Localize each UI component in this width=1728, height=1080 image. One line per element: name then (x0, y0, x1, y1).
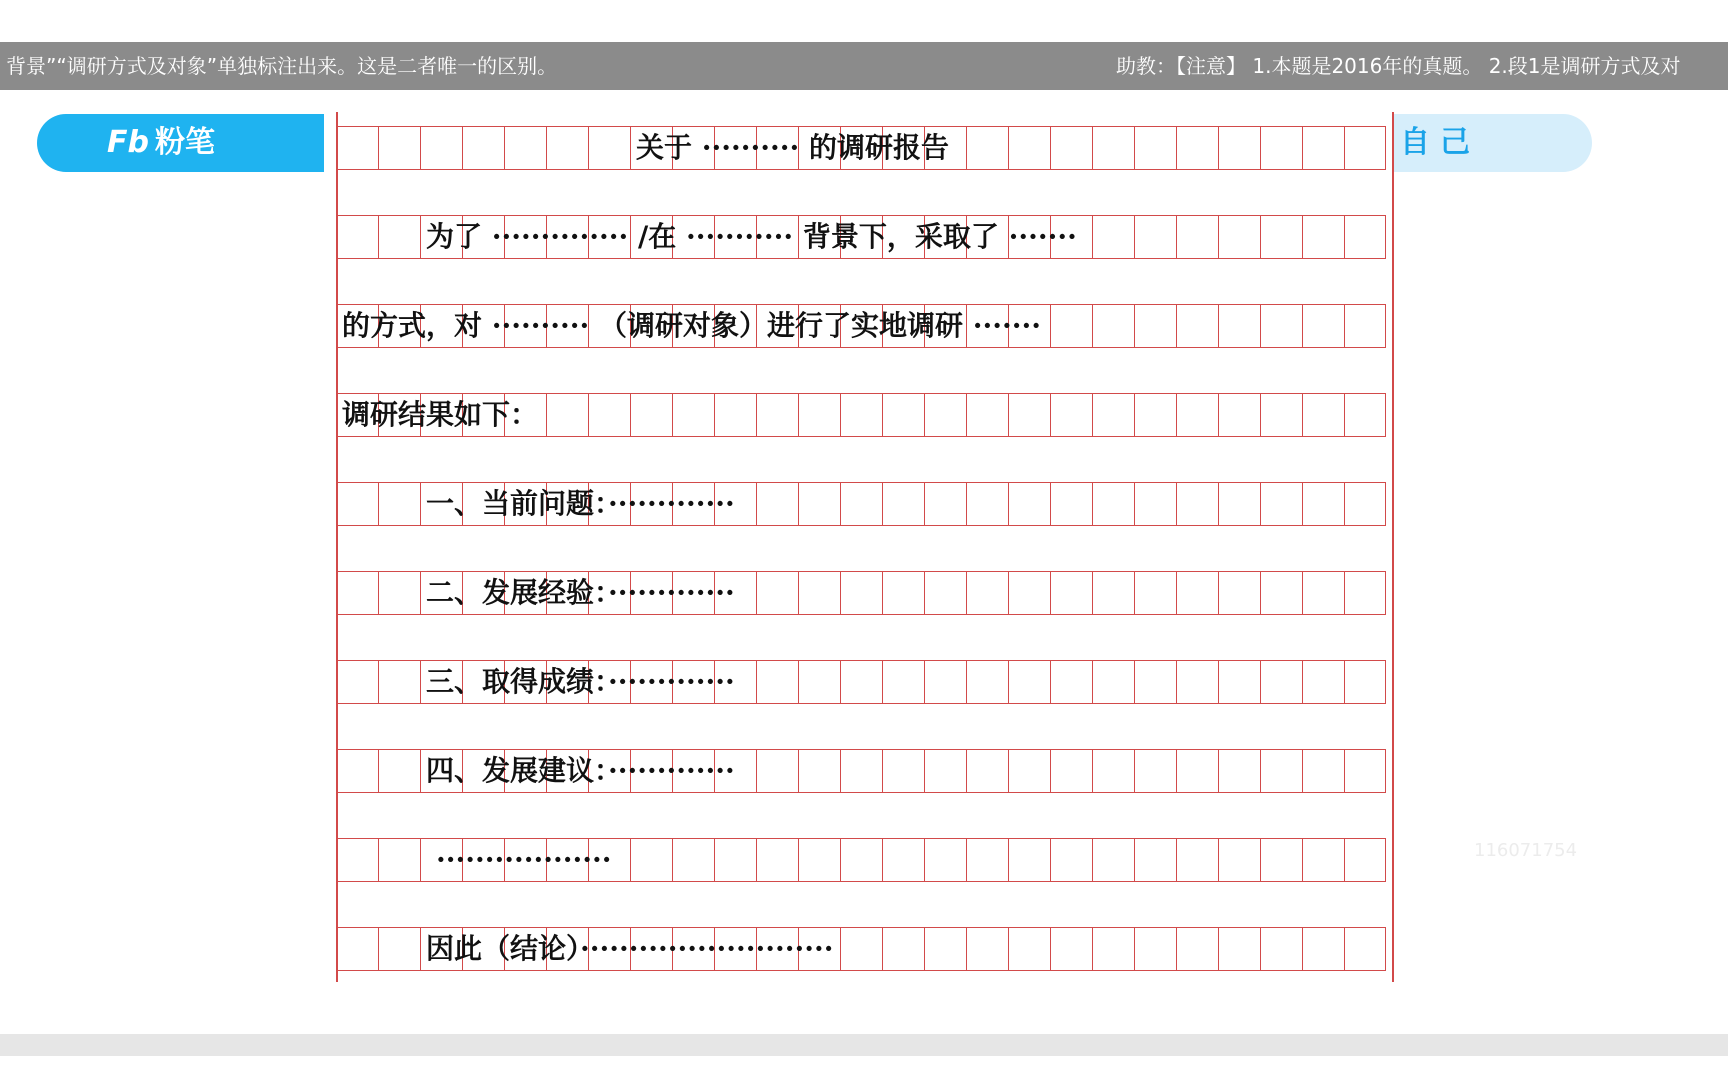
grid-cell (1050, 660, 1092, 704)
paper-row (336, 393, 1394, 437)
grid-cell (1134, 571, 1176, 615)
paper-text-line: 调研结果如下： (342, 398, 539, 431)
paper-row (336, 838, 1394, 882)
grid-cell (1344, 660, 1386, 704)
grid-cell (1050, 749, 1092, 793)
grid-cell (1176, 838, 1218, 882)
grid-cell (882, 749, 924, 793)
grid-cell (1050, 571, 1092, 615)
logo-mark: Fb (107, 125, 149, 160)
grid-cell (1344, 215, 1386, 259)
grid-cell (882, 571, 924, 615)
grid-cell (966, 126, 1008, 170)
grid-cell (1344, 126, 1386, 170)
banner-right-text: 助教：【注意】 1.本题是2016年的真题。 2.段1是调研方式及对 (1116, 54, 1681, 78)
grid-cell (1218, 571, 1260, 615)
grid-cell (1134, 749, 1176, 793)
grid-cell (378, 660, 420, 704)
grid-cell (1302, 749, 1344, 793)
paper-text-line: ·················· (436, 843, 612, 876)
section-title: 自己 (1400, 125, 1480, 160)
grid-cell (840, 571, 882, 615)
grid-cell (1260, 927, 1302, 971)
grid-cell (336, 927, 378, 971)
grid-cell (1134, 838, 1176, 882)
grid-cell (336, 660, 378, 704)
grid-cell (1134, 660, 1176, 704)
grid-cell (1302, 215, 1344, 259)
grid-cell (1092, 482, 1134, 526)
bottom-bar (0, 1034, 1728, 1056)
grid-cell (1176, 927, 1218, 971)
grid-cell (1302, 927, 1344, 971)
grid-cell (798, 660, 840, 704)
grid-cell (1344, 304, 1386, 348)
grid-cell (1134, 393, 1176, 437)
grid-cell (1218, 660, 1260, 704)
grid-cell (1050, 482, 1092, 526)
grid-cell (966, 571, 1008, 615)
grid-cell (1176, 304, 1218, 348)
paper-text-line: 四、发展建议：············· (426, 754, 735, 787)
paper-text-line: 一、当前问题：············· (426, 487, 735, 520)
grid-cell (966, 927, 1008, 971)
grid-cell (756, 482, 798, 526)
section-title-pill (1388, 114, 1592, 172)
grid-cell (1260, 393, 1302, 437)
grid-cell (1344, 749, 1386, 793)
grid-cell (1050, 304, 1092, 348)
grid-cell (924, 571, 966, 615)
grid-cell (966, 749, 1008, 793)
grid-cell (546, 126, 588, 170)
grid-cell (1344, 482, 1386, 526)
grid-cell (672, 838, 714, 882)
grid-cell (798, 571, 840, 615)
grid-cell (882, 482, 924, 526)
grid-cell (336, 571, 378, 615)
grid-cell (1302, 126, 1344, 170)
grid-cell (966, 482, 1008, 526)
grid-cell (462, 126, 504, 170)
grid-cell (1302, 660, 1344, 704)
grid-cell (966, 838, 1008, 882)
grid-cell (378, 126, 420, 170)
grid-cell (1218, 482, 1260, 526)
paper-text-line: 的方式，对 ·········· （调研对象）进行了实地调研 ······· (342, 309, 1041, 342)
paper-text-line: 因此（结论）·························· (426, 932, 834, 965)
grid-cell (798, 838, 840, 882)
grid-cell (1302, 571, 1344, 615)
grid-cell (1092, 215, 1134, 259)
grid-cell (798, 482, 840, 526)
grid-cell (672, 393, 714, 437)
grid-cell (1176, 393, 1218, 437)
grid-cell (1344, 927, 1386, 971)
grid-cell (882, 393, 924, 437)
brand-logo (37, 114, 324, 172)
grid-cell (756, 660, 798, 704)
grid-cell (1008, 482, 1050, 526)
grid-cell (1176, 749, 1218, 793)
grid-cell (1050, 927, 1092, 971)
grid-cell (1260, 482, 1302, 526)
grid-cell (1008, 749, 1050, 793)
paper-row (336, 749, 1394, 793)
grid-cell (924, 393, 966, 437)
grid-cell (1302, 393, 1344, 437)
grid-cell (1260, 215, 1302, 259)
grid-cell (1050, 126, 1092, 170)
grid-cell (1218, 838, 1260, 882)
grid-cell (378, 215, 420, 259)
grid-cell (1134, 126, 1176, 170)
grid-cell (1050, 393, 1092, 437)
paper-row (336, 126, 1394, 170)
grid-cell (1344, 838, 1386, 882)
banner-left-text: 背景”“调研方式及对象”单独标注出来。这是二者唯一的区别。 (6, 54, 558, 78)
watermark: 116071754 (1474, 840, 1578, 861)
grid-cell (1134, 927, 1176, 971)
grid-cell (756, 838, 798, 882)
grid-cell (504, 126, 546, 170)
grid-cell (588, 126, 630, 170)
grid-cell (1302, 838, 1344, 882)
grid-cell (882, 927, 924, 971)
grid-cell (714, 838, 756, 882)
grid-cell (966, 660, 1008, 704)
grid-cell (336, 126, 378, 170)
grid-cell (1092, 571, 1134, 615)
grid-cell (714, 393, 756, 437)
grid-cell (1092, 927, 1134, 971)
comment-banner (0, 42, 1728, 90)
grid-cell (840, 660, 882, 704)
grid-cell (1008, 571, 1050, 615)
grid-cell (798, 393, 840, 437)
grid-cell (882, 838, 924, 882)
grid-cell (1176, 215, 1218, 259)
grid-cell (924, 927, 966, 971)
paper-row (336, 482, 1394, 526)
grid-cell (630, 393, 672, 437)
grid-paper (336, 112, 1394, 982)
grid-cell (1260, 126, 1302, 170)
grid-cell (1260, 304, 1302, 348)
grid-cell (1092, 393, 1134, 437)
grid-cell (1050, 838, 1092, 882)
grid-cell (882, 660, 924, 704)
grid-cell (546, 393, 588, 437)
grid-cell (630, 838, 672, 882)
grid-cell (378, 749, 420, 793)
grid-cell (1260, 749, 1302, 793)
grid-cell (798, 749, 840, 793)
grid-cell (1134, 482, 1176, 526)
paper-row (336, 571, 1394, 615)
grid-cell (840, 393, 882, 437)
paper-text-line: 为了 ·············· /在 ··········· 背景下，采取了 ······· (426, 220, 1077, 253)
grid-cell (588, 393, 630, 437)
grid-cell (840, 749, 882, 793)
grid-cell (1008, 660, 1050, 704)
grid-cell (336, 215, 378, 259)
grid-cell (1218, 126, 1260, 170)
grid-cell (1092, 304, 1134, 348)
grid-cell (966, 393, 1008, 437)
grid-cell (1008, 393, 1050, 437)
grid-cell (756, 749, 798, 793)
grid-cell (924, 660, 966, 704)
grid-cell (1218, 304, 1260, 348)
report-title-line: 关于 ·········· 的调研报告 (636, 131, 949, 164)
grid-cell (1218, 393, 1260, 437)
paper-text-line: 二、发展经验：············· (426, 576, 735, 609)
grid-cell (924, 838, 966, 882)
grid-cell (1260, 571, 1302, 615)
grid-cell (378, 482, 420, 526)
grid-cell (1092, 838, 1134, 882)
paper-row (336, 304, 1394, 348)
grid-cell (1218, 927, 1260, 971)
grid-cell (756, 393, 798, 437)
grid-cell (1008, 126, 1050, 170)
grid-cell (336, 482, 378, 526)
grid-cell (1092, 126, 1134, 170)
paper-row (336, 215, 1394, 259)
grid-cell (1302, 304, 1344, 348)
grid-cell (1176, 126, 1218, 170)
grid-cell (1260, 660, 1302, 704)
grid-cell (1008, 927, 1050, 971)
grid-cell (378, 927, 420, 971)
paper-row (336, 927, 1394, 971)
grid-cell (840, 838, 882, 882)
grid-cell (1134, 215, 1176, 259)
grid-cell (420, 126, 462, 170)
grid-cell (1302, 482, 1344, 526)
grid-cell (1092, 749, 1134, 793)
grid-cell (1092, 660, 1134, 704)
grid-cell (840, 927, 882, 971)
grid-cell (1134, 304, 1176, 348)
grid-cell (924, 482, 966, 526)
grid-cell (1218, 215, 1260, 259)
grid-cell (1218, 749, 1260, 793)
grid-cell (378, 571, 420, 615)
grid-cell (1008, 838, 1050, 882)
grid-cell (840, 482, 882, 526)
paper-text-line: 三、取得成绩：············· (426, 665, 735, 698)
grid-cell (1176, 571, 1218, 615)
paper-row (336, 660, 1394, 704)
grid-cell (756, 571, 798, 615)
grid-cell (336, 749, 378, 793)
logo-text: 粉笔 (155, 125, 215, 160)
grid-cell (378, 838, 420, 882)
grid-cell (1344, 393, 1386, 437)
grid-cell (1176, 482, 1218, 526)
grid-cell (924, 749, 966, 793)
grid-cell (1260, 838, 1302, 882)
grid-cell (1176, 660, 1218, 704)
grid-cell (1344, 571, 1386, 615)
grid-cell (336, 838, 378, 882)
